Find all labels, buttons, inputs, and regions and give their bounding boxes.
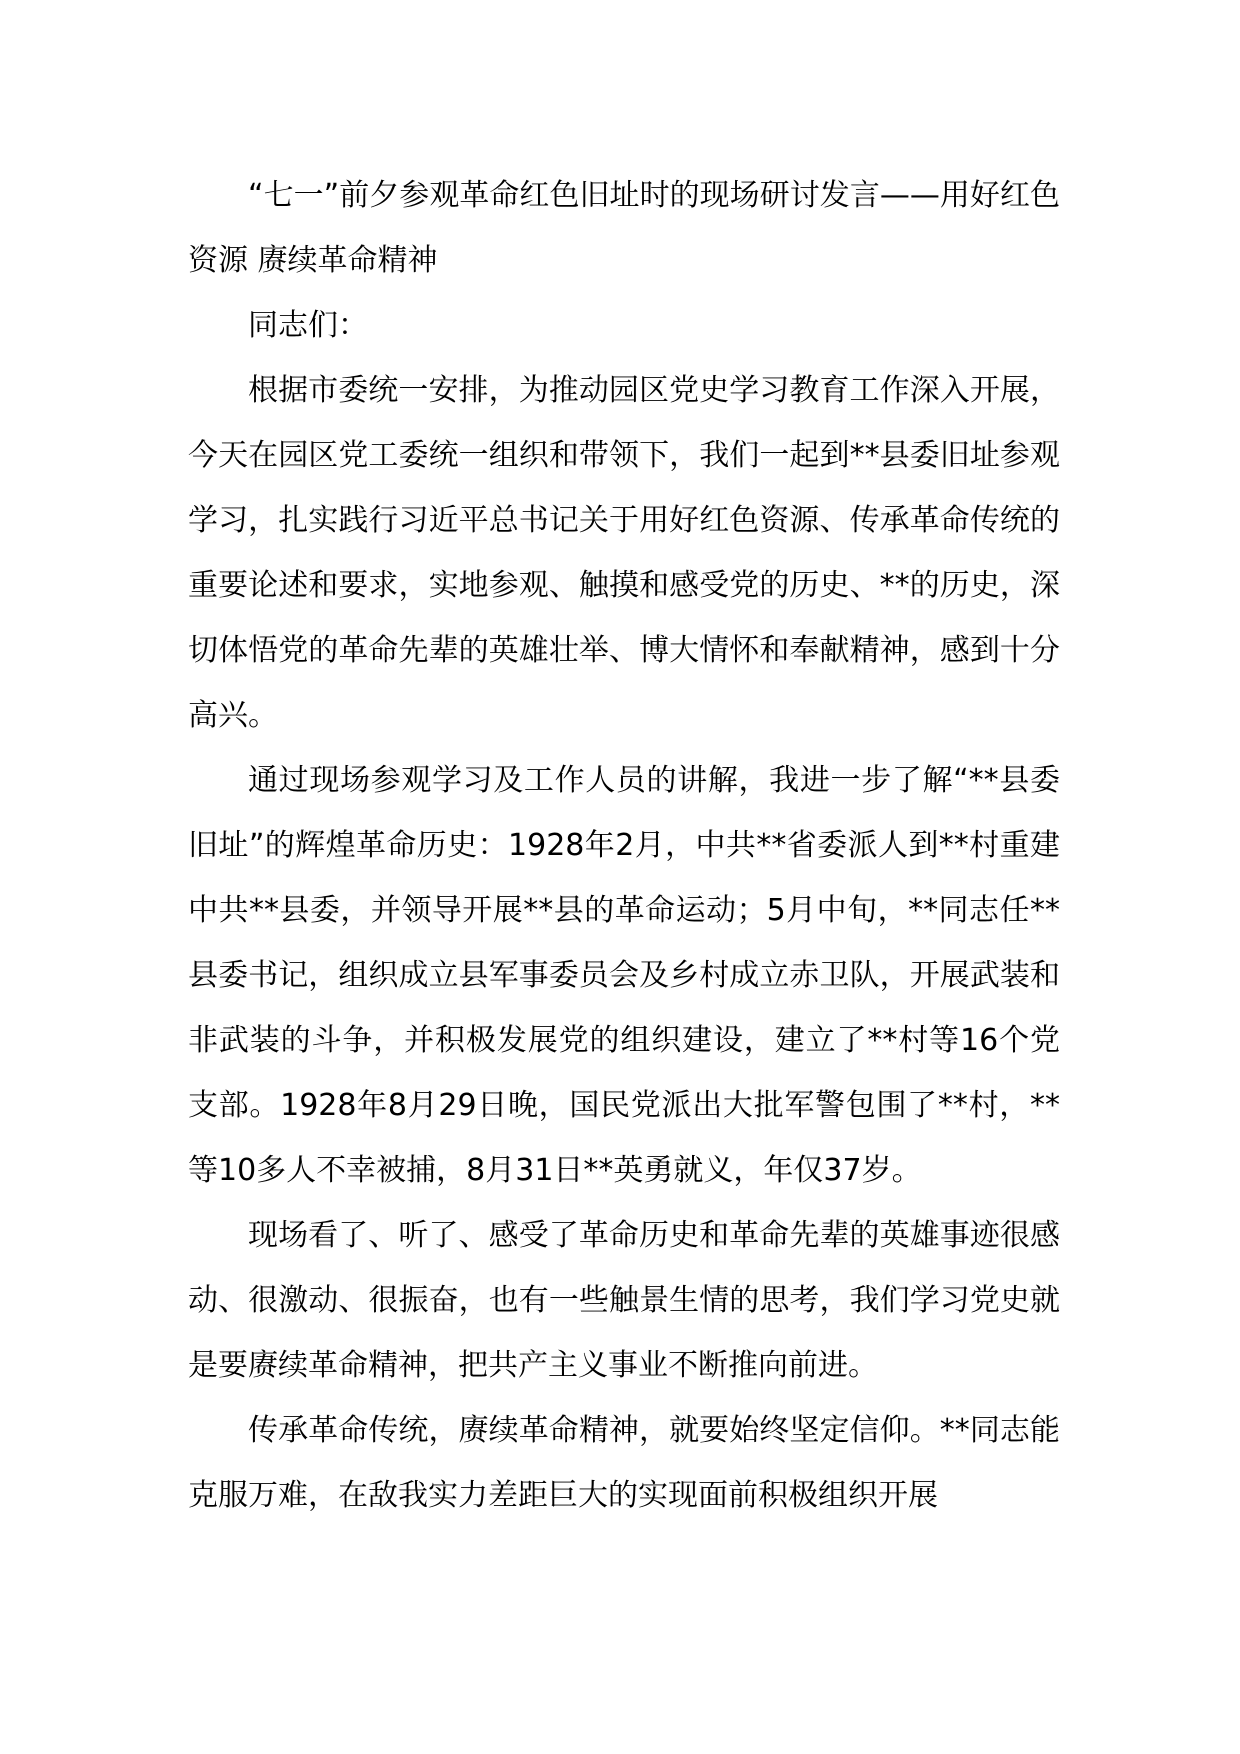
document-title: “七一”前夕参观革命红色旧址时的现场研讨发言——用好红色资源 赓续革命精神 xyxy=(188,178,1060,278)
paragraph-1: 根据市委统一安排，为推动园区党史学习教育工作深入开展，今天在园区党工委统一组织和带领下，我们一起到**县委旧址参观学习，扎实践行习近平总书记关于用好红色资源、传承革命传统的重要论述和要求，实地参观、触摸和感受党的历史、**的历史，深切体悟党的革命先辈的英雄壮举、博大情怀和奉献精神，感到十分高兴。 xyxy=(188,373,1060,733)
paragraph-4: 传承革命传统，赓续革命精神，就要始终坚定信仰。**同志能克服万难，在敌我实力差距巨大的实现面前积极组织开展 xyxy=(188,1413,1060,1513)
document-body xyxy=(188,163,1060,1528)
salutation: 同志们： xyxy=(248,308,368,343)
paragraph-3: 现场看了、听了、感受了革命历史和革命先辈的英雄事迹很感动、很激动、很振奋，也有一些触景生情的思考，我们学习党史就是要赓续革命精神，把共产主义事业不断推向前进。 xyxy=(188,1218,1060,1383)
paragraph-2: 通过现场参观学习及工作人员的讲解，我进一步了解“**县委旧址”的辉煌革命历史：1928年2月，中共**省委派人到**村重建中共**县委，并领导开展**县的革命运动；5月中旬，**同志任**县委书记，组织成立县军事委员会及乡村成立赤卫队，开展武装和非武装的斗争，并积极发展党的组织建设，建立了**村等16个党支部。1928年8月29日晚，国民党派出大批军警包围了**村，**等10多人不幸被捕，8月31日**英勇就义，年仅37岁。 xyxy=(188,763,1060,1188)
